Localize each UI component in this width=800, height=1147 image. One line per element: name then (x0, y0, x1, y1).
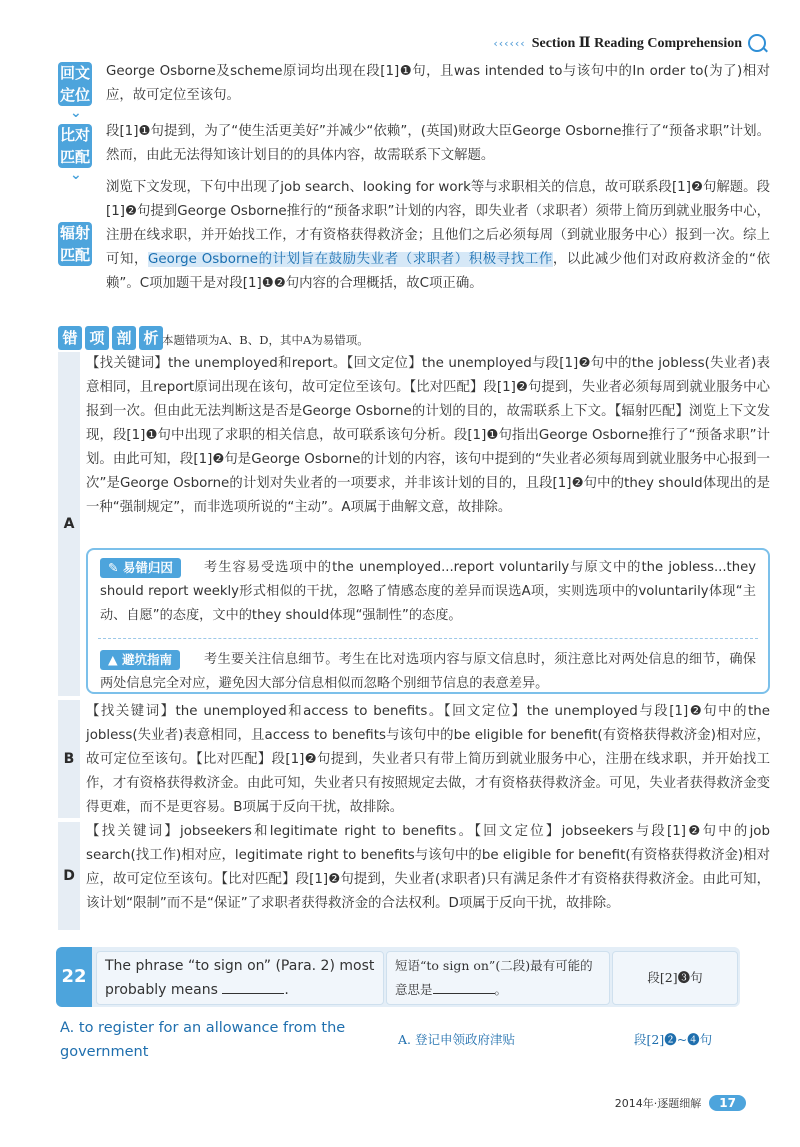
question-number: 22 (56, 947, 92, 1007)
pitfall-guide-text: 考生要关注信息细节。考生在比对选项内容与原文信息时，须注意比对两处信息的细节，确保两处信息完全对应，避免因大部分信息相似而忽略个别细节信息的表意差异。 (100, 652, 756, 691)
cuoxiang-char-3: 剖 (112, 326, 136, 350)
question-cn-end: 。 (494, 982, 508, 997)
fushe-text-before: 浏览下文发现，下句中出现了job search、looking for work等与求职相关的信息，故可联系段[1]❷句解题。段[1]❷句提到George Osborne推行的“预备求职”计划的内容，即失业者（求职者）须带上简历到就业服务中心，注册在线求职，并开始找工作，才有资格获得救济金；且他们之后必须每周（到就业服务中心）报到一次。综上可知， (106, 180, 770, 267)
fushe-text-after: ，以此减少他们对政府救济金的“依赖”。C项加题干是对段[1]❶❷句内容的合理概括，故C项正确。 (106, 252, 771, 291)
tip-divider (98, 638, 758, 639)
tip-box (86, 548, 770, 694)
page-number: 17 (709, 1095, 746, 1111)
option-b-marker: B (58, 700, 80, 818)
pitfall-guide-badge: ▲ 避坑指南 (100, 650, 180, 670)
tag-huiwen: 回文定位 ⌄ (58, 62, 92, 106)
option-a-marker: A (58, 352, 80, 696)
paragraph-fushe (106, 176, 770, 296)
pitfall-guide-label: 避坑指南 (121, 652, 172, 667)
question-en-text: The phrase “to sign on” (Para. 2) most probably means (105, 958, 375, 998)
running-header (493, 34, 766, 52)
question-cn-text: 短语“to sign on”(二段)最有可能的意思是 (395, 958, 593, 997)
cuoxiang-char-4: 析 (139, 326, 163, 350)
answer-option-ref: 段[2]❷~❹句 (634, 1032, 713, 1047)
question-cn-cell (386, 951, 610, 1005)
cuoxiang-char-1: 错 (58, 326, 82, 350)
option-d-analysis: 【找关键词】jobseekers和legitimate right to benefits。【回文定位】jobseekers与段[1]❷句中的job search(找工作)相对应，legitimate right to benefits与该句中的be eligible for benefit(有资格获得救济金)相对应，故可定位至该句。【比对匹配】段[1]❷句提到，失业者(求职者)只有满足条件才有资格获得救济金。由此可知，该计划“限制”而不是“保证”了求职者获得救济金的合法权利。D项属于反向干扰，故排除。 (86, 824, 770, 911)
answer-option-cn: A. 登记申领政府津贴 (398, 1032, 515, 1047)
question-ref: 段[2]❸句 (647, 970, 703, 985)
fushe-highlight: George Osborne的计划旨在鼓励失业者（求职者）积极寻找工作 (148, 252, 553, 267)
tag-fushe: 辐射匹配 (59, 224, 90, 264)
cuoxiang-char-2: 项 (85, 326, 109, 350)
cuoxiang-note: 本题错项为A、B、D，其中A为易错项。 (162, 333, 369, 347)
section-title: Section Ⅱ Reading Comprehension (531, 35, 742, 51)
error-cause-label: 易错归因 (122, 560, 173, 575)
option-d-marker: D (58, 822, 80, 930)
search-icon (748, 34, 766, 52)
error-cause-text: 考生容易受选项中的the unemployed...report voluntarily与原文中的the jobless...they should report weekly形式相似的干扰，忽略了情感态度的差异而误选A项，实则选项中的voluntarily体现“主动、自愿”的态度，文中的they should体现“强制性”的态度。 (100, 560, 756, 623)
question-22 (56, 947, 740, 1007)
option-a-analysis: 【找关键词】the unemployed和report。【回文定位】the unemployed与段[1]❷句中的the jobless(失业者)表意相同，且report原词出现在该句，故可定位至该句。【比对匹配】段[1]❷句提到，失业者必须每周到就业服务中心报到一次。但由此无法判断这是否是George Osborne的计划的目的，故需联系上下文。【辐射匹配】浏览上下文发现，段[1]❶句中出现了求职的相关信息，故可联系该句分析。段[1]❶句指出George Osborne推行了“预备求职”计划。由此可知，段[1]❷句是George Osborne的计划的内容，该句中提到的“失业者必须每周到就业服务中心报到一次”是George Osborne的计划对失业者的一项要求，并非该计划的目的，且段[1]❷句中的they should体现出的是一种“强制规定”，而非选项所说的“主动”。A项属于曲解文意，故排除。 (86, 356, 770, 515)
error-cause-badge: ✎ 易错归因 (100, 558, 181, 578)
question-en-cell (96, 951, 384, 1005)
question-en-end: . (284, 982, 289, 998)
answer-blank-cn (433, 993, 495, 994)
question-cn (387, 952, 609, 1004)
paragraph-huiwen: George Osborne及scheme原词均出现在段[1]❶句，且was intended to与该句中的In order to(为了)相对应，故可定位至该句。 (106, 64, 770, 103)
question-ref-cell (612, 951, 738, 1005)
paragraph-bidui: 段[1]❶句提到，为了“使生活更美好”并减少“依赖”，(英国)财政大臣George Osborne推行了“预备求职”计划。然而，由此无法得知该计划目的的具体内容，故需联系下文解题。 (106, 124, 770, 163)
chevron-arrows-icon: ‹‹‹‹‹‹ (493, 36, 526, 50)
answer-option-en: A. to register for an allowance from the government (60, 1020, 346, 1060)
page-footer (615, 1095, 746, 1111)
answer-blank (222, 993, 284, 994)
cuoxiang-heading (58, 326, 163, 350)
tag-bidui: 比对匹配 ⌄ (58, 124, 92, 168)
option-b-analysis: 【找关键词】the unemployed和access to benefits。【回文定位】the unemployed与段[1]❷句中的the jobless(失业者)表意相同，且access to benefits与该句中的be eligible for benefit(有资格获得救济金)相对应，故可定位至该句。【比对匹配】段[1]❷句提到，失业者只有带上简历到就业服务中心，注册在线求职，并开始找工作，才有资格获得救济金。由此可知，失业者只有按照规定去做，才有资格获得救济金。可见，失业者获得救济金变得更难，而不是更容易。B项属于反向干扰，故排除。 (86, 704, 770, 815)
question-en (97, 952, 383, 1004)
footer-label: 2014年·逐题细解 (614, 1097, 702, 1110)
